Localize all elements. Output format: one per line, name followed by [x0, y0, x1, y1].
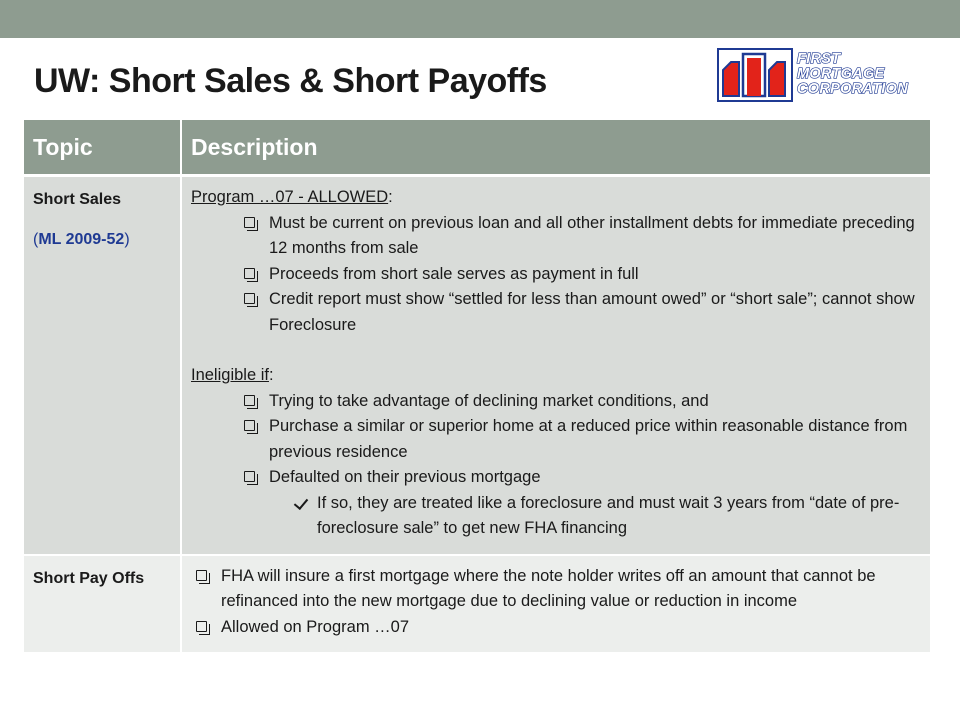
mortgagee-letter-reference: (ML 2009-52) [33, 231, 130, 248]
program-heading: Program …07 - ALLOWED: [191, 188, 393, 206]
list-item: Allowed on Program …07 [195, 615, 921, 641]
list-item: Defaulted on their previous mortgage If so, they are treated like a foreclosure and must wait 3 years from “date of pre-foreclosure sale” to get new FHA financing [243, 465, 921, 542]
description-cell [181, 176, 930, 555]
ineligible-sublist [269, 491, 921, 542]
topic-label: Short Pay Offs [33, 569, 145, 587]
table-row-short-pay-offs [24, 555, 930, 653]
checkbox-bullet-icon [244, 395, 255, 406]
topic-cell [24, 176, 181, 555]
description-cell [181, 555, 930, 653]
checkbox-bullet-icon [244, 268, 255, 279]
list-item: Credit report must show “settled for less than amount owed” or “short sale”; cannot show Foreclosure [243, 287, 921, 338]
logo-text: FIRST MORTGAGE CORPORATION [797, 51, 908, 97]
list-item: Proceeds from short sale serves as payment in full [243, 262, 921, 288]
checkbox-bullet-icon [196, 621, 207, 632]
table-row-short-sales [24, 176, 930, 555]
list-item: Purchase a similar or superior home at a reduced price within reasonable distance from previous residence [243, 414, 921, 465]
list-item: If so, they are treated like a foreclosure and must wait 3 years from “date of pre-foreclosure sale” to get new FHA financing [295, 491, 921, 542]
checkbox-bullet-icon [244, 471, 255, 482]
header-topic: Topic [24, 120, 181, 176]
program-list [191, 211, 921, 339]
pay-offs-list [191, 564, 921, 641]
ineligible-list [191, 389, 921, 542]
underwriting-table [24, 120, 930, 652]
checkbox-bullet-icon [244, 217, 255, 228]
topic-label: Short Sales [33, 191, 122, 208]
header-description: Description [181, 120, 930, 176]
top-band [0, 0, 960, 38]
list-item: FHA will insure a first mortgage where the note holder writes off an amount that cannot be refinanced into the new mortgage due to declining value or reduction in income [195, 564, 921, 615]
list-item: Trying to take advantage of declining market conditions, and [243, 389, 921, 415]
topic-cell [24, 555, 181, 653]
checkmark-icon [294, 494, 308, 509]
slide-title: UW: Short Sales & Short Payoffs [34, 62, 547, 100]
ineligible-heading: Ineligible if: [191, 366, 274, 384]
list-item: Must be current on previous loan and all other installment debts for immediate preceding 12 months from sale [243, 211, 921, 262]
checkbox-bullet-icon [196, 570, 207, 581]
checkbox-bullet-icon [244, 420, 255, 431]
table-header-row [24, 120, 930, 176]
checkbox-bullet-icon [244, 293, 255, 304]
mortgagee-letter-code: ML 2009-52 [38, 231, 125, 248]
company-logo [717, 48, 921, 102]
logo-mark-icon [717, 48, 793, 102]
